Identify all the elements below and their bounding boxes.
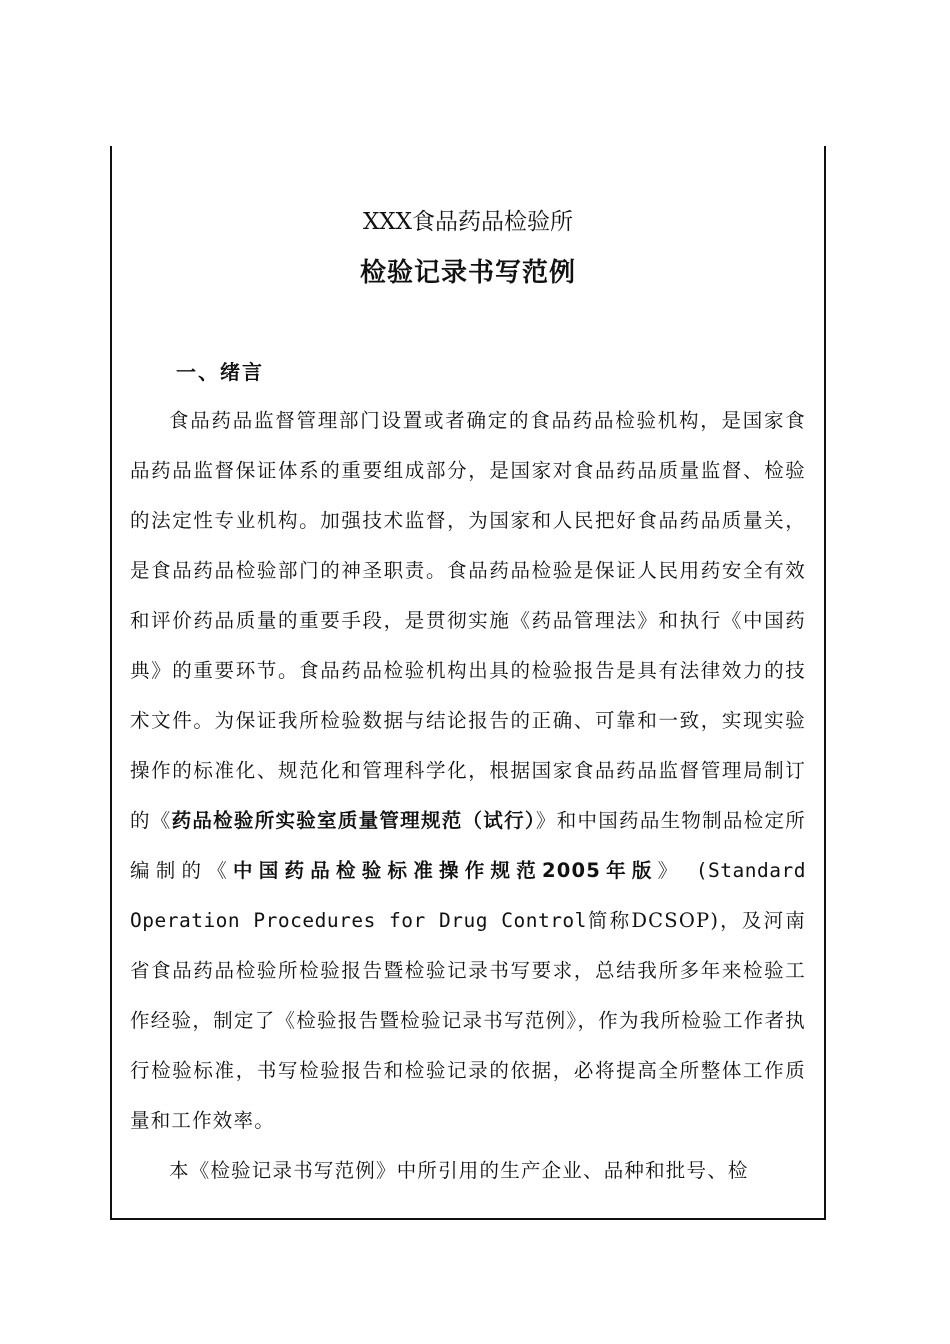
- paragraph-text: 》和中国药品生物制品检定所编制的《: [130, 809, 806, 882]
- referenced-standard-title: 中国药品检验标准操作规范2005年版: [233, 859, 658, 882]
- paragraph-text: 》: [657, 859, 684, 882]
- paragraph-text: 简称DCSOP)，及河南省食品药品检验所检验报告暨检验记录书写要求，总结我所多年来检验工作经验，制定了《检验报告暨检验记录书写范例》，作为我所检验工作者执行检验标准，书写检验报告和检验记录的依据，必将提高全所整体工作质量和工作效率。: [130, 909, 806, 1132]
- paragraph-text: 食品药品监督管理部门设置或者确定的食品药品检验机构，是国家食品药品监督保证体系的重要组成部分，是国家对食品药品质量监督、检验的法定性专业机构。加强技术监督，为国家和人民把好食品药品质量关，是食品药品检验部门的神圣职责。食品药品检验是保证人民用药安全有效和评价药品质量的重要手段，是贯彻实施《药品管理法》和执行《中国药典》的重要环节。食品药品检验机构出具的检验报告是具有法律效力的技术文件。为保证我所检验数据与结论报告的正确、可靠和一致，实现实验操作的标准化、规范化和管理科学化，根据国家食品药品监督管理局制订的《: [130, 409, 806, 832]
- section-heading-introduction: 一、绪言: [176, 360, 264, 384]
- paragraph-introduction: [130, 396, 806, 1146]
- paragraph-text: 本《检验记录书写范例》中所引用的生产企业、品种和批号、检: [169, 1159, 749, 1182]
- referenced-standard-title: 药品检验所实验室质量管理规范（试行）: [171, 809, 536, 832]
- paragraph-scope: [130, 1146, 806, 1196]
- document-title: 检验记录书写范例: [359, 258, 576, 288]
- organization-title: XXX食品药品检验所: [362, 209, 574, 235]
- document-body: [130, 396, 806, 1196]
- english-standard-name: (Standard Operation Procedures for Drug Control: [130, 859, 806, 932]
